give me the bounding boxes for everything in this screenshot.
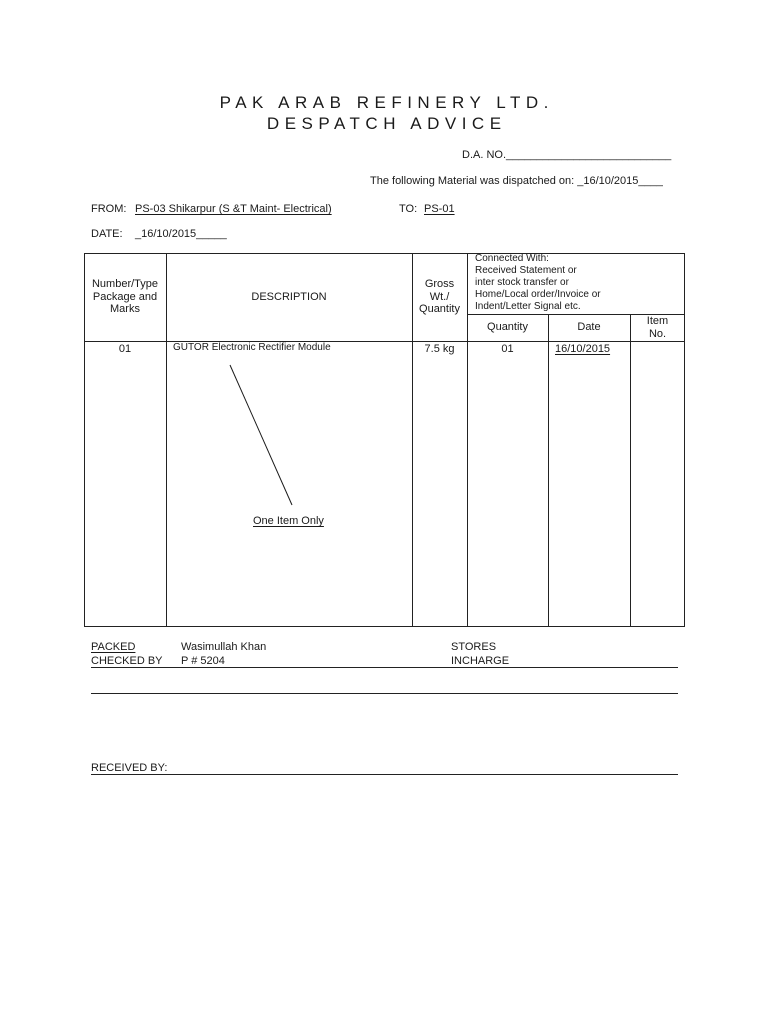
pointer-line: [226, 362, 296, 508]
row-quantity: 01: [501, 343, 514, 355]
date-label: DATE:: [91, 228, 123, 240]
received-by-label: RECEIVED BY:: [91, 762, 168, 774]
table-right-border: [684, 253, 685, 627]
table-column-divider: [548, 314, 549, 627]
header-number-type: [84, 253, 166, 341]
header-gross-line: Quantity: [419, 303, 460, 316]
document-title: DESPATCH ADVICE: [266, 114, 507, 133]
row-date: 16/10/2015: [555, 343, 611, 355]
header-quantity: [467, 314, 548, 341]
stores-label: STORES: [451, 641, 497, 653]
header-item-no-line: No.: [648, 327, 667, 340]
dispatch-date-label: The following Material was dispatched on:: [370, 175, 575, 187]
received-by-line: [91, 774, 678, 775]
header-gross-line: Wt./: [429, 290, 450, 303]
to-value: PS-01: [424, 203, 455, 215]
packed-label: PACKED: [91, 641, 136, 653]
connected-with-line: inter stock transfer or: [475, 277, 569, 288]
header-connected-with: [475, 253, 601, 313]
da-number-label: D.A. NO.: [462, 149, 507, 161]
table-column-divider: [630, 314, 631, 627]
connected-with-line: Home/Local order/Invoice or: [475, 289, 601, 300]
date-value: _16/10/2015_____: [135, 228, 227, 240]
checked-by-signature-line: [91, 667, 678, 668]
dispatch-date-line: [370, 175, 663, 188]
connected-with-line: Indent/Letter Signal etc.: [475, 301, 581, 312]
da-number-field: [462, 149, 671, 162]
header-date: [548, 314, 630, 341]
row-description: GUTOR Electronic Rectifier Module: [173, 342, 331, 353]
incharge-label: INCHARGE: [451, 655, 510, 667]
connected-with-line: Connected With:: [475, 253, 549, 264]
despatch-table: [84, 253, 685, 627]
checked-by-label: CHECKED BY: [91, 655, 163, 667]
checked-by-value: P # 5204: [181, 655, 225, 667]
row-gross-weight: 7.5 kg: [424, 343, 455, 355]
from-value: PS-03 Shikarpur (S &T Maint- Electrical): [135, 203, 332, 215]
from-label: FROM:: [91, 203, 127, 215]
da-number-blank: ___________________________: [506, 149, 672, 161]
header-quantity-label: Quantity: [487, 321, 528, 334]
header-gross-weight: [412, 253, 467, 341]
table-bottom-border: [84, 626, 685, 627]
one-item-only-note: One Item Only: [253, 515, 324, 527]
header-description: [166, 253, 412, 341]
header-item-no: [630, 314, 685, 341]
row-number: 01: [118, 343, 132, 355]
header-date-label: Date: [577, 321, 601, 334]
header-item-no-line: Item: [646, 314, 669, 327]
dispatch-date-value: _16/10/2015____: [577, 175, 663, 187]
company-name: PAK ARAB REFINERY LTD.: [219, 93, 554, 112]
header-number-type-line: Package and: [92, 290, 158, 303]
header-number-type-line: Marks: [110, 303, 140, 316]
blank-signature-line: [91, 693, 678, 694]
header-number-type-line: Number/Type: [91, 278, 159, 291]
header-gross-line: Gross: [424, 278, 455, 291]
connected-with-line: Received Statement or: [475, 265, 577, 276]
packed-by-name: Wasimullah Khan: [181, 641, 267, 653]
header-description-label: DESCRIPTION: [251, 290, 327, 303]
to-label: TO:: [399, 203, 418, 215]
table-column-divider: [467, 253, 468, 627]
